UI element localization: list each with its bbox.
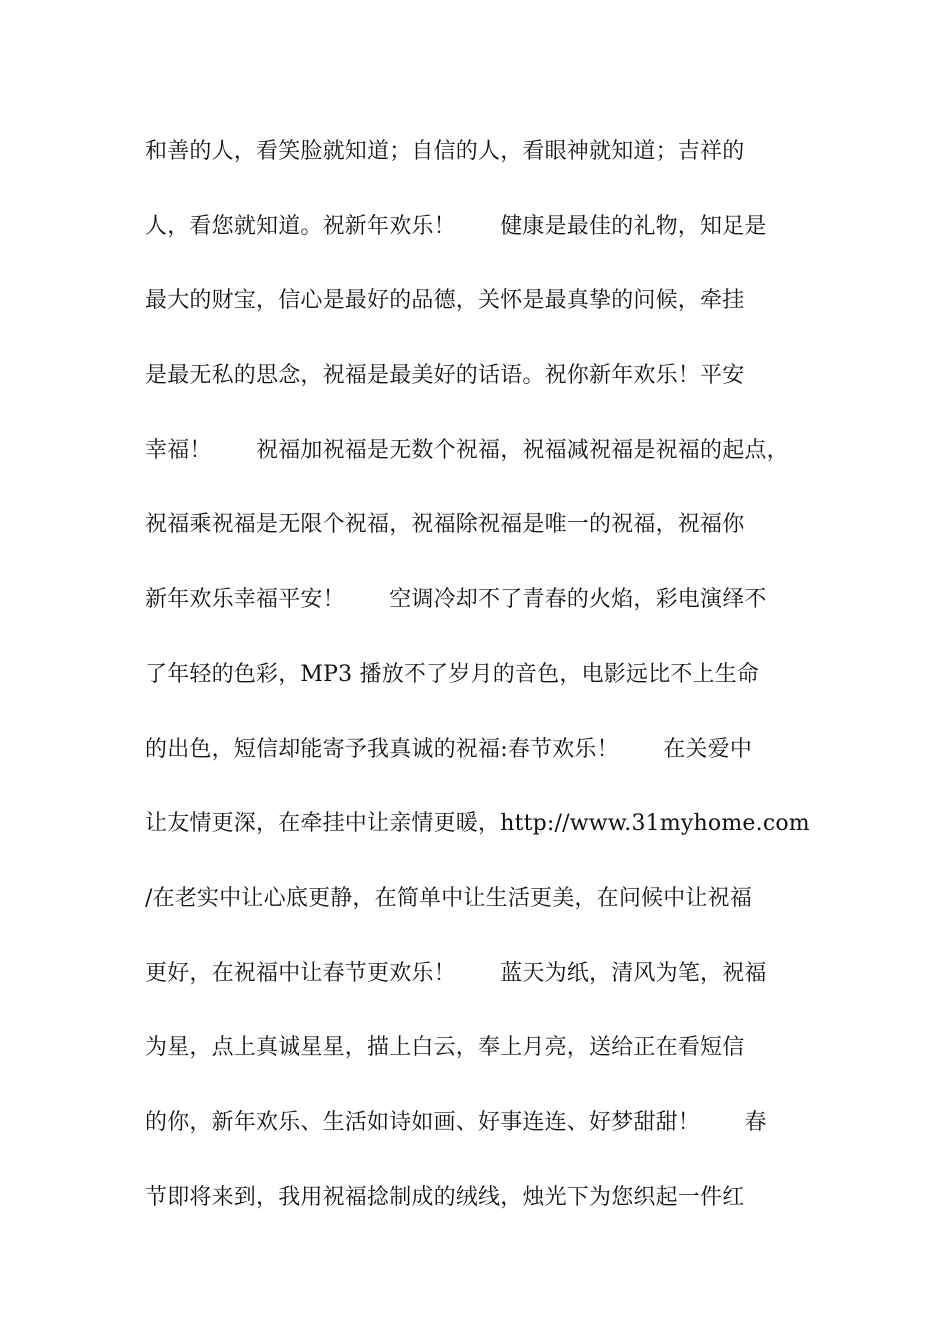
text-line: 让友情更深，在牵挂中让亲情更暖，http://www.31myhome.com [145,811,810,837]
text-line: 的你，新年欢乐、生活如诗如画、好事连连、好梦甜甜！ 春 [145,1109,767,1135]
text-line: 和善的人，看笑脸就知道；自信的人，看眼神就知道；吉祥的 [145,139,745,164]
text-line: 幸福！ 祝福加祝福是无数个祝福，祝福减祝福是祝福的起点， [145,437,789,463]
text-line: 最大的财宝，信心是最好的品德，关怀是最真挚的问候，牵挂 [145,288,745,314]
text-line: 为星，点上真诚星星，描上白云，奉上月亮，送给正在看短信 [145,1035,745,1061]
text-line: 更好，在祝福中让春节更欢乐！ 蓝天为纸，清风为笔，祝福 [145,960,767,986]
text-line: /在老实中让心底更静，在简单中让生活更美，在问候中让祝福 [145,885,753,911]
text-line: 的出色，短信却能寄予我真诚的祝福:春节欢乐！ 在关爱中 [145,736,753,762]
text-line: 节即将来到，我用祝福捻制成的绒线，烛光下为您织起一件红 [145,1184,745,1210]
text-line: 是最无私的思念，祝福是最美好的话语。祝你新年欢乐！平安 [145,363,745,389]
text-line: 了年轻的色彩，MP3 播放不了岁月的音色，电影远比不上生命 [145,661,760,687]
text-line: 新年欢乐幸福平安！ 空调冷却不了青春的火焰，彩电演绎不 [145,587,767,613]
text-line: 人，看您就知道。祝新年欢乐！ 健康是最佳的礼物，知足是 [145,213,767,239]
text-line: 祝福乘祝福是无限个祝福，祝福除祝福是唯一的祝福，祝福你 [145,512,745,538]
body-text [145,132,810,1252]
